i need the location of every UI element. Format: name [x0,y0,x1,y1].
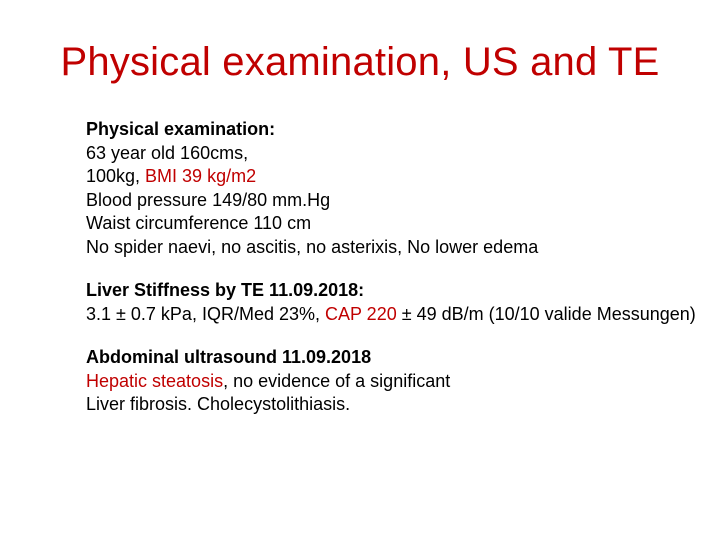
physical-exam-section [86,118,696,259]
ultrasound-heading: Abdominal ultrasound 11.09.2018 [86,347,372,367]
liver-stiffness-section [86,279,696,326]
weight-text: 100kg, [86,166,146,186]
findings-text: No spider naevi, no ascitis, no asterixis, No lower edema [86,236,539,257]
cap-values-text: ± 49 dB/m (10/10 valide Messungen) [396,303,696,324]
te-values-text: 3.1 ± 0.7 kPa, IQR/Med 23%, [86,303,325,324]
physical-exam-heading: Physical examination: [86,119,276,139]
ultrasound-section [86,346,696,417]
bmi-text: BMI 39 kg/m2 [145,166,257,186]
weight-bmi-line [86,165,696,189]
ultrasound-text-2: Liver fibrosis. Cholecystolithiasis. [86,394,351,414]
slide-title: Physical examination, US and TE [60,40,660,84]
ultrasound-line-1 [86,370,696,394]
cap-text: CAP 220 [325,303,397,324]
waist-text: Waist circumference 110 cm [86,213,312,233]
age-height-text: 63 year old 160cms, [86,142,249,163]
steatosis-text: Hepatic steatosis [86,370,224,391]
slide-content [86,118,696,437]
ultrasound-text-1: , no evidence of a significant [223,370,451,391]
liver-stiffness-heading: Liver Stiffness by TE 11.09.2018: [86,280,365,300]
blood-pressure-text: Blood pressure 149/80 mm.Hg [86,189,331,210]
liver-stiffness-values [86,303,696,327]
